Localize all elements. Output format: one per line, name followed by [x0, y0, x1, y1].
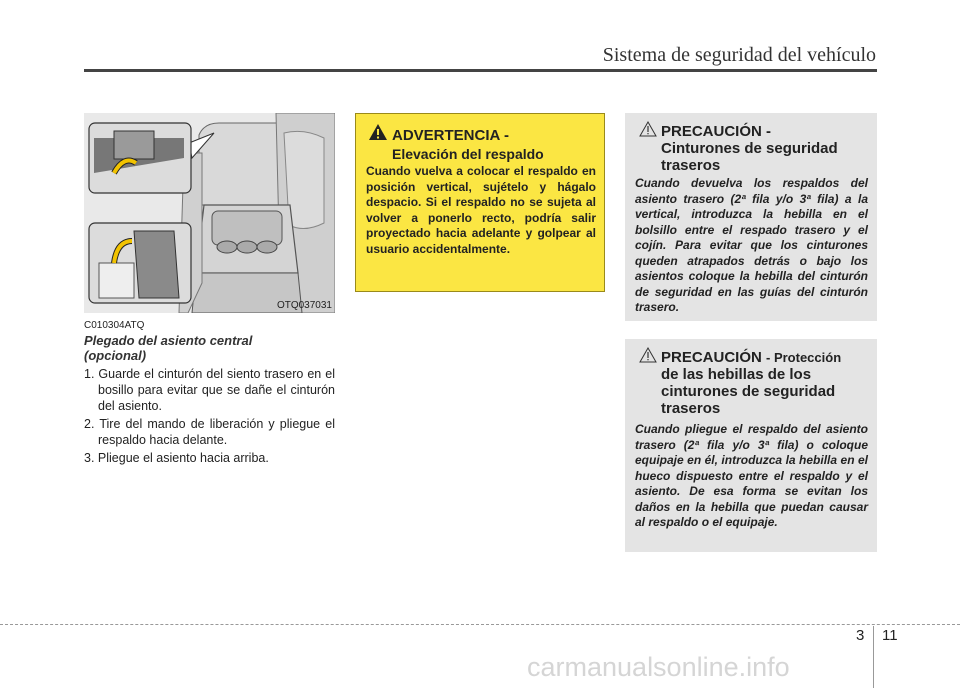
- footer-dashed-rule: [0, 624, 960, 625]
- header-rule: [84, 69, 877, 72]
- figure-code: OTQ037031: [276, 300, 332, 311]
- seat-illustration: [84, 113, 335, 313]
- caution1-heading: [661, 123, 871, 174]
- caution2-title-suffix: - Protección: [766, 350, 842, 365]
- caution2-subtitle-line3: traseros: [661, 400, 721, 417]
- caution-box-buckles: [625, 339, 877, 552]
- seat-drawing: [84, 113, 335, 313]
- caution2-subtitle-line2: cinturones de seguridad: [661, 383, 836, 400]
- page-header-title: Sistema de seguridad del vehículo: [602, 44, 876, 66]
- caution1-body: Cuando devuelva los respaldos del asiento trasero (2ª fila y/o 3ª fila) a la vertical, introduzca la hebilla en el bolsillo entre el respado trasero y el cojín. Para evitar que los cinturones queden atrapados detrás o bajo los asientos coloque la hebilla del cinturón de seguridad en las guías del cinturón trasero.: [635, 176, 868, 314]
- warning-body: Cuando vuelva a colocar el respaldo en posición vertical, sujételo y hágalo despacio. Si el respaldo no se sujeta al volver a ponerlo recto, podría salir proyectado hacia adelante y golpear al usuario accidentalmente.: [366, 164, 596, 256]
- section-code: C010304ATQ: [84, 320, 145, 331]
- page-number-separator: [873, 626, 874, 688]
- warning-triangle-icon: [368, 123, 388, 141]
- chapter-number: 3: [856, 627, 865, 644]
- section-heading-line2: (opcional): [84, 348, 147, 363]
- caution2-title: PRECAUCIÓN: [661, 349, 762, 366]
- section-heading-line1: Plegado del asiento central: [84, 333, 253, 348]
- page-number: 11: [882, 627, 898, 644]
- caution-box-seatbelts: [625, 113, 877, 321]
- caution1-subtitle-line1: Cinturones de seguridad: [661, 140, 838, 157]
- caution1-title: PRECAUCIÓN -: [661, 123, 772, 140]
- caution1-subtitle-line2: traseros: [661, 157, 721, 174]
- watermark-text: carmanualsonline.info: [527, 652, 790, 682]
- caution-triangle-icon: [639, 121, 657, 137]
- caution2-heading: [661, 349, 871, 417]
- caution2-body: Cuando pliegue el respaldo del asiento trasero (2ª fila y/o 3ª fila) o coloque equipaje en él, introduzca la hebilla en el hueco dispuesto entre el respaldo y el asiento. De esa forma se evitan los daños en la hebilla que puedan causar al respaldo o el equipaje.: [635, 422, 868, 529]
- section-heading: [84, 333, 335, 363]
- step-3: 3. Pliegue el asiento hacia arriba.: [84, 451, 269, 465]
- steps-list: [84, 366, 335, 468]
- caution2-subtitle-line1: de las hebillas de los: [661, 366, 812, 383]
- caution-triangle-icon: [639, 347, 657, 363]
- warning-box: [355, 113, 605, 292]
- warning-title: ADVERTENCIA -: [392, 127, 509, 144]
- warning-subtitle: Elevación del respaldo: [392, 146, 544, 162]
- step-2: 2. Tire del mando de liberación y pliegue el respaldo hacia delante.: [84, 417, 335, 447]
- step-1: 1. Guarde el cinturón del siento trasero en el bosillo para evitar que se dañe el cinturón del asiento.: [84, 367, 335, 413]
